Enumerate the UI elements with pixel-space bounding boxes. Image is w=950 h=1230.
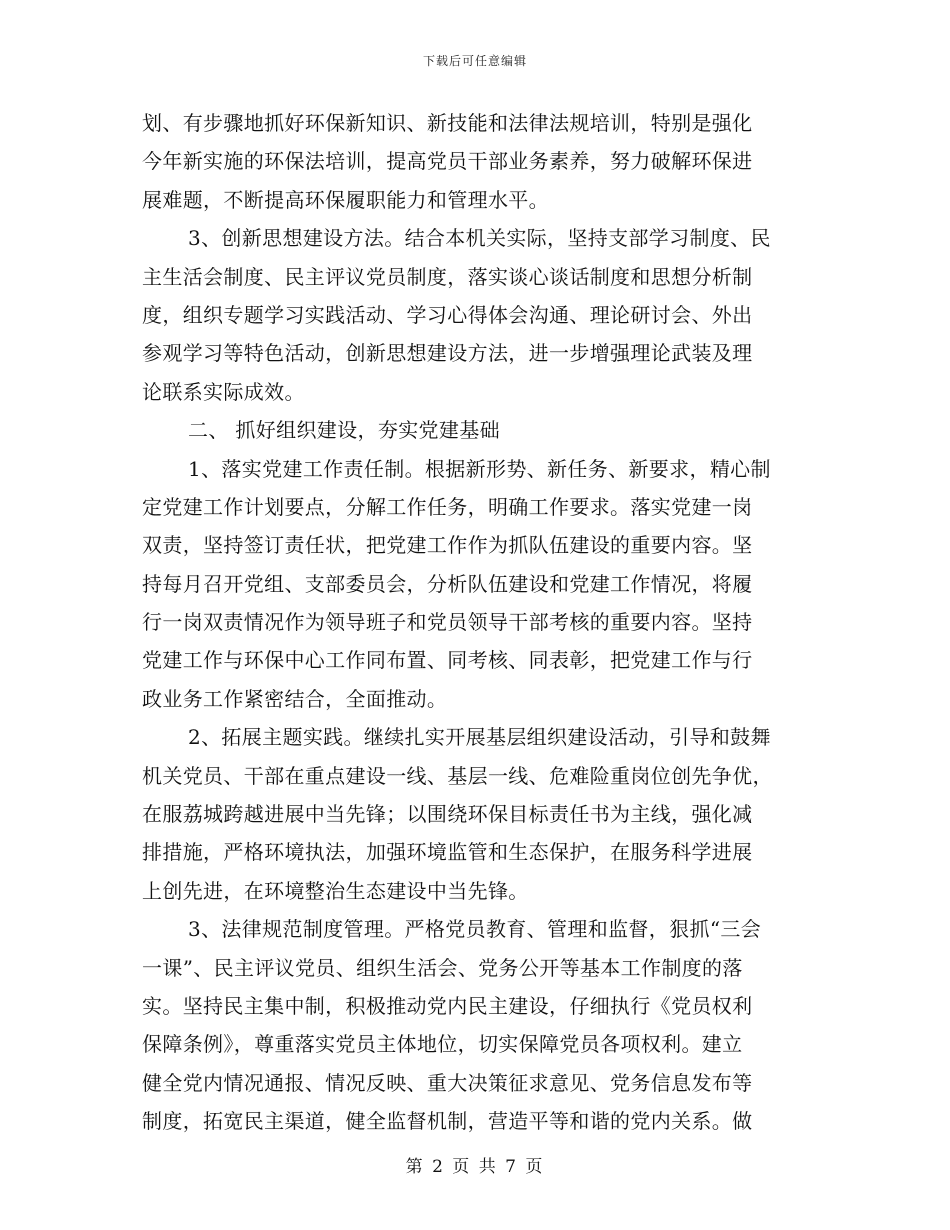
text-line: 划、有步骤地抓好环保新知识、新技能和法律法规培训，特别是强化	[142, 111, 753, 135]
text-line: 党建工作与环保中心工作同布置、同考核、同表彰，把党建工作与行	[142, 648, 753, 673]
text-line: 实。坚持民主集中制，积极推动党内民主建设，仔细执行《党员权利	[142, 993, 753, 1018]
text-line: 参观学习等特色活动，创新思想建设方法，进一步增强理论武装及理	[142, 341, 753, 366]
text-line: 保障条例》，尊重落实党员主体地位，切实保障党员各项权利。建立	[142, 1032, 743, 1057]
document-body	[142, 104, 812, 1141]
text-line: 3、法律规范制度管理。严格党员教育、管理和监督，狠抓“三会	[188, 917, 762, 942]
text-line: 一课”、民主评议党员、组织生活会、党务公开等基本工作制度的落	[142, 955, 743, 980]
text-line: 定党建工作计划要点，分解工作任务，明确工作要求。落实党建一岗	[142, 494, 753, 519]
text-line: 排措施，严格环境执法，加强环境监管和生态保护，在服务科学进展	[142, 840, 753, 865]
text-line: 展难题，不断提高环保履职能力和管理水平。	[142, 187, 549, 212]
text-line: 1、落实党建工作责任制。根据新形势、新任务、新要求，精心制	[188, 456, 771, 481]
text-line: 健全党内情况通报、情况反映、重大决策征求意见、党务信息发布等	[142, 1070, 753, 1095]
text-line: 持每月召开党组、支部委员会，分析队伍建设和党建工作情况，将履	[142, 571, 753, 596]
text-line: 制度，拓宽民主渠道，健全监督机制，营造平等和谐的党内关系。做	[142, 1109, 753, 1134]
text-line: 论联系实际成效。	[142, 379, 305, 404]
text-line: 机关党员、干部在重点建设一线、基层一线、危难险重岗位创先争优，	[142, 763, 773, 788]
text-line: 二、 抓好组织建设，夯实党建基础	[188, 418, 500, 443]
text-line: 行一岗双责情况作为领导班子和党员领导干部考核的重要内容。坚持	[142, 610, 753, 635]
text-line: 度，组织专题学习实践活动、学习心得体会沟通、理论研讨会、外出	[142, 302, 753, 327]
text-line: 主生活会制度、民主评议党员制度，落实谈心谈话制度和思想分析制	[142, 264, 753, 289]
text-line: 今年新实施的环保法培训，提高党员干部业务素养，努力破解环保进	[142, 149, 753, 174]
page-footer: 第 2 页 共 7 页	[405, 1157, 545, 1177]
page-header: 下载后可任意编辑	[422, 54, 527, 68]
text-line: 2、拓展主题实践。继续扎实开展基层组织建设活动，引导和鼓舞	[188, 725, 771, 750]
text-line: 在服荔城跨越进展中当先锋；以围绕环保目标责任书为主线，强化减	[142, 802, 753, 827]
text-line: 双责，坚持签订责任状，把党建工作作为抓队伍建设的重要内容。坚	[142, 533, 753, 558]
text-line: 政业务工作紧密结合，全面推动。	[142, 686, 448, 711]
text-line: 3、创新思想建设方法。结合本机关实际，坚持支部学习制度、民	[188, 226, 771, 251]
text-line: 上创先进，在环境整治生态建设中当先锋。	[142, 878, 529, 903]
